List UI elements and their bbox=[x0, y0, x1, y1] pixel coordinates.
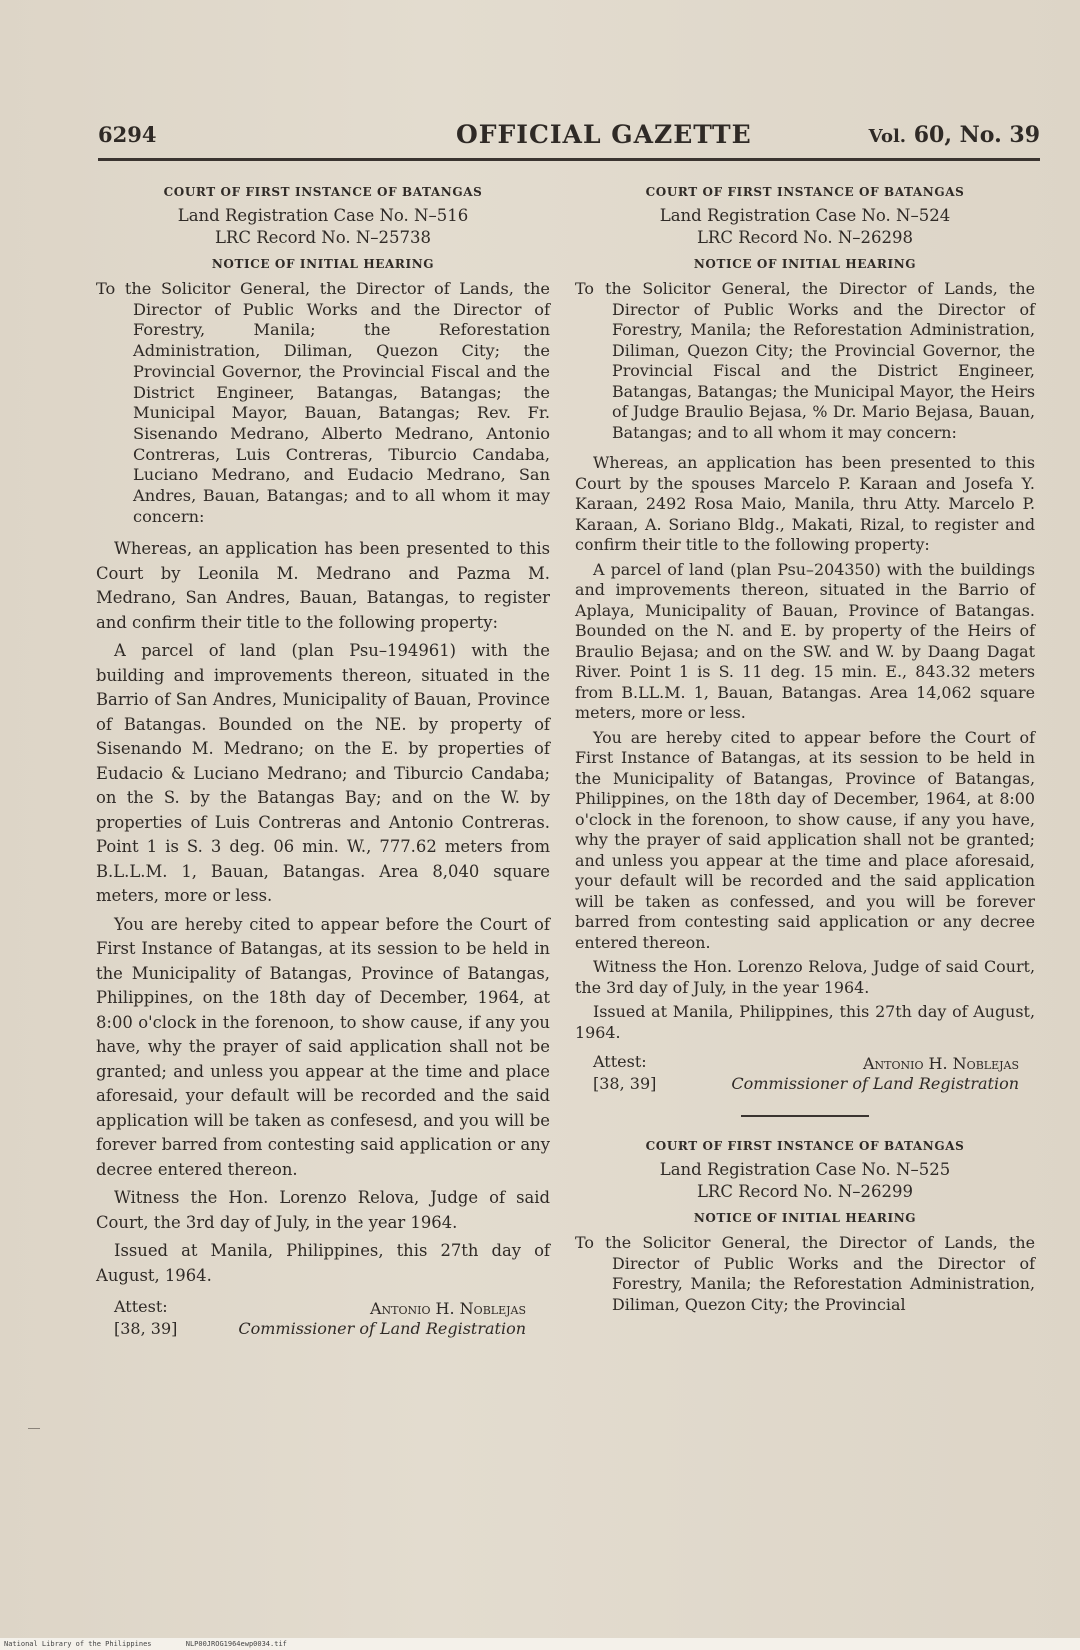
paragraph-application: Whereas, an application has been presented to this Court by Leonila M. Medrano and Pazma M. Medrano, San Andres, Bauan, Batangas, to register and confirm their title to the following property: bbox=[96, 539, 550, 632]
record-number: LRC Record No. N–26298 bbox=[696, 228, 914, 247]
paragraph-citation: You are hereby cited to appear before the Court of First Instance of Batangas, at its session to be held in the Municipality of Batangas, Province of Batangas, Philippines, on the 18th day of December, 1964, at 8:00 o'clock in the forenoon, to show cause, if any you have, why the prayer of said application shall not be granted; and unless you appear at the time and place aforesaid, your default will be recorded and the said application will be taken as confessed, and you will be forever barred from contesting said application or any decree entered thereon. bbox=[575, 727, 1035, 952]
signer-name: Antonio H. Noblejas bbox=[862, 1054, 1019, 1073]
notice-n524 bbox=[575, 185, 1035, 1095]
record-number: LRC Record No. N–26299 bbox=[696, 1182, 914, 1201]
header-rule bbox=[98, 158, 1040, 161]
volume-info bbox=[869, 122, 1040, 148]
paragraph-issued: Issued at Manila, Philippines, this 27th day of August, 1964. bbox=[575, 1002, 1035, 1042]
court-heading: COURT OF FIRST INSTANCE OF BATANGAS bbox=[645, 185, 965, 199]
file-name: NLP00JROG1964ewp0034.tif bbox=[185, 1640, 287, 1648]
record-number: LRC Record No. N–25738 bbox=[214, 228, 432, 247]
addressees: To the Solicitor General, the Director of Lands, the Director of Public Works and the Director of Forestry, Manila; the Reforestation Administration, Diliman, Quezon City; the Provincial Governor, the Provincial Fiscal and the District Engineer, Batangas, Batangas; the Municipal Mayor, Bauan, Batangas; Rev. Fr. Sisenando Medrano, Alberto Medrano, Antonio Contreras, Luis Contreras, Tiburcio Candaba, Luciano Medrano, and Eudacio Medrano, San Andres, Bauan, Batangas; and to all whom it may concern: bbox=[96, 279, 550, 526]
issue-reference: [38, 39] bbox=[593, 1074, 657, 1093]
attestation bbox=[96, 1296, 550, 1340]
scan-footer bbox=[0, 1638, 1080, 1650]
right-column bbox=[575, 185, 1035, 1325]
case-numbers bbox=[575, 205, 1035, 249]
paragraph-witness: Witness the Hon. Lorenzo Relova, Judge of said Court, the 3rd day of July, in the year 1964. bbox=[96, 1188, 550, 1232]
margin-mark bbox=[28, 1428, 40, 1429]
notice-n516 bbox=[96, 185, 550, 1340]
section-divider bbox=[741, 1115, 869, 1117]
case-number: Land Registration Case No. N–524 bbox=[659, 206, 951, 225]
notice-heading: NOTICE OF INITIAL HEARING bbox=[693, 1211, 917, 1225]
paragraph-witness: Witness the Hon. Lorenzo Relova, Judge of said Court, the 3rd day of July, in the year 1964. bbox=[575, 957, 1035, 997]
attest-label: Attest: bbox=[593, 1052, 647, 1071]
court-heading: COURT OF FIRST INSTANCE OF BATANGAS bbox=[163, 185, 483, 199]
addressees: To the Solicitor General, the Director of Lands, the Director of Public Works and the Director of Forestry, Manila; the Reforestation Administration, Diliman, Quezon City; the Provincial Governor, the Provincial Fiscal and the District Engineer, Batangas, Batangas; the Municipal Mayor, the Heirs of Judge Braulio Bejasa, % Dr. Mario Bejasa, Bauan, Batangas; and to all whom it may concern: bbox=[575, 279, 1035, 442]
paragraph-citation: You are hereby cited to appear before the Court of First Instance of Batangas, at its session to be held in the Municipality of Batangas, Province of Batangas, Philippines, on the 18th day of December, 1964, at 8:00 o'clock in the forenoon, to show cause, if any you have, why the prayer of said application shall not be granted; and unless you appear at the time and place aforesaid, your default will be recorded and the said application will be taken as confesesd, and you will be forever barred from contesting said application or any decree entered thereon. bbox=[96, 914, 550, 1179]
case-number: Land Registration Case No. N–516 bbox=[177, 206, 469, 225]
case-numbers bbox=[96, 205, 550, 249]
paragraph-application: Whereas, an application has been presented to this Court by the spouses Marcelo P. Karaan and Josefa Y. Karaan, 2492 Rosa Maio, Manila, thru Atty. Marcelo P. Karaan, A. Soriano Bldg., Makati, Rizal, to register and confirm their title to the following property: bbox=[575, 453, 1035, 554]
signer-title: Commissioner of Land Registration bbox=[731, 1074, 1019, 1093]
paragraph-property: A parcel of land (plan Psu–204350) with the buildings and improvements thereon, situated in the Barrio of Aplaya, Municipality of Bauan, Province of Batangas. Bounded on the N. and E. by property of the Heirs of Braulio Bejasa; and on the SW. and W. by Daang Dagat River. Point 1 is S. 11 deg. 15 min. E., 843.32 meters from B.LL.M. 1, Bauan, Batangas. Area 14,062 square meters, more or less. bbox=[575, 559, 1035, 722]
signer-title: Commissioner of Land Registration bbox=[238, 1319, 526, 1339]
signer-name: Antonio H. Noblejas bbox=[369, 1299, 526, 1319]
issue-reference: [38, 39] bbox=[114, 1319, 178, 1339]
court-heading: COURT OF FIRST INSTANCE OF BATANGAS bbox=[645, 1139, 965, 1153]
case-number: Land Registration Case No. N–525 bbox=[659, 1160, 951, 1179]
paragraph-property: A parcel of land (plan Psu–194961) with the building and improvements thereon, situated in the Barrio of San Andres, Municipality of Bauan, Province of Batangas. Bounded on the NE. by property of Sisenando M. Medrano; on the E. by properties of Eudacio & Luciano Medrano; and Tiburcio Candaba; on the S. by the Batangas Bay; and on the W. by properties of Luis Contreras and Antonio Contreras. Point 1 is S. 3 deg. 06 min. W., 777.62 meters from B.L.L.M. 1, Bauan, Batangas. Area 8,040 square meters, more or less. bbox=[96, 641, 550, 906]
notice-heading: NOTICE OF INITIAL HEARING bbox=[211, 257, 435, 271]
case-numbers bbox=[575, 1159, 1035, 1203]
page-header bbox=[98, 120, 1040, 152]
page-number: 6294 bbox=[98, 122, 157, 147]
paragraph-issued: Issued at Manila, Philippines, this 27th day of August, 1964. bbox=[96, 1241, 550, 1285]
publication-title: OFFICIAL GAZETTE bbox=[456, 120, 752, 149]
volume-number: 60, No. 39 bbox=[913, 122, 1040, 148]
notice-n525 bbox=[575, 1139, 1035, 1315]
addressees: To the Solicitor General, the Director of Lands, the Director of Public Works and the Director of Forestry, Manila; the Reforestation Administration, Diliman, Quezon City; the Provincial bbox=[575, 1233, 1035, 1314]
library-credit: National Library of the Philippines bbox=[4, 1640, 152, 1648]
attestation bbox=[575, 1051, 1035, 1095]
attest-label: Attest: bbox=[114, 1297, 168, 1317]
volume-prefix: Vol. bbox=[868, 126, 907, 147]
notice-heading: NOTICE OF INITIAL HEARING bbox=[693, 257, 917, 271]
